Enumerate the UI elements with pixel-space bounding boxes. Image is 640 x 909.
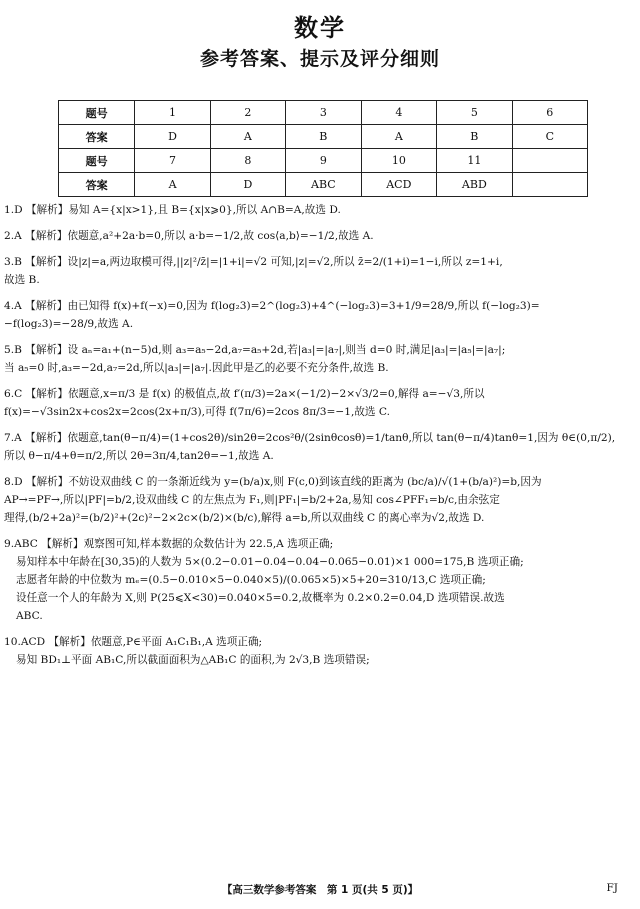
answer-cell: A [135,173,210,197]
question-number-cell: 7 [135,149,210,173]
question-number-header: 题号 [59,101,135,125]
question-number-cell: 6 [512,101,587,125]
solution-line: 易知 BD₁⊥平面 AB₁C,所以截面面积为△AB₁C 的面积,为 2√3,B 选项错误; [16,654,370,666]
answer-table-answer-row [59,173,588,197]
answer-cell: ABD [437,173,513,197]
question-number-header: 题号 [59,149,135,173]
answer-cell: D [135,125,210,149]
solution-line: 6.C 【解析】依题意,x=π/3 是 f(x) 的极值点,故 f′(π/3)=2a×(−1/2)−2×√3/2=0,解得 a=−√3,所以 [4,388,485,400]
solution-6 [4,385,634,421]
solution-8 [4,473,634,527]
solution-2 [4,227,634,245]
solution-line: 5.B 【解析】设 aₙ=a₁+(n−5)d,则 a₃=a₅−2d,a₇=a₅+2d,若|a₃|=|a₇|,则当 d=0 时,满足|a₃|=|a₅|=|a₇|; [4,344,506,356]
answer-cell: C [512,125,587,149]
question-number-cell: 3 [286,101,362,125]
solution-line: −f(log₂3)=−28/9,故选 A. [4,318,134,330]
solution-line: 设任意一个人的年龄为 X,则 P(25⩽X<30)=0.040×5=0.2,故概率为 0.2×0.2=0.04,D 选项错误.故选 [16,592,505,604]
solution-line: 2.A 【解析】依题意,a²+2a·b=0,所以 a·b=−1/2,故 cos⟨a,b⟩=−1/2,故选 A. [4,230,374,242]
answer-cell: B [437,125,513,149]
solution-line: 4.A 【解析】由已知得 f(x)+f(−x)=0,因为 f(log₂3)=2^(log₂3)+4^(−log₂3)=3+1/9=28/9,所以 f(−log₂3)= [4,300,540,312]
solution-line: 所以 θ−π/4+θ=π/2,所以 2θ=3π/4,tan2θ=−1,故选 A. [4,450,274,462]
document-subtitle: 参考答案、提示及评分细则 [199,48,440,70]
answer-cell: D [210,173,285,197]
solutions-body [4,201,634,677]
question-number-cell: 2 [210,101,285,125]
solution-line: 当 a₅=0 时,a₃=−2d,a₇=2d,所以|a₃|=|a₇|.因此甲是乙的必要不充分条件,故选 B. [4,362,389,374]
question-number-cell: 9 [286,149,362,173]
answer-cell: A [361,125,437,149]
solution-line: AP→=PF→,所以|PF|=b/2,设双曲线 C 的左焦点为 F₁,则|PF₁|=b/2+2a,易知 cos∠PFF₁=b/c,由余弦定 [4,494,500,506]
answer-cell: ABC [286,173,362,197]
answer-header: 答案 [59,125,135,149]
answer-table-question-row [59,101,588,125]
question-number-cell [512,149,587,173]
solution-9 [4,535,634,625]
footer-code: FJ [606,882,618,894]
solution-line: 8.D 【解析】不妨设双曲线 C 的一条渐近线为 y=(b/a)x,则 F(c,0)到该直线的距离为 (bc/a)/√(1+(b/a)²)=b,因为 [4,476,542,488]
solution-line: ABC. [16,610,43,622]
solution-3 [4,253,634,289]
answer-table [58,100,588,197]
answer-table-question-row [59,149,588,173]
answer-header: 答案 [59,173,135,197]
solution-1 [4,201,634,219]
answer-cell: ACD [361,173,437,197]
question-number-cell: 11 [437,149,513,173]
document-title: 数学 [294,14,346,42]
solution-line: 7.A 【解析】依题意,tan(θ−π/4)=(1+cos2θ)/sin2θ=2cos²θ/(2sinθcosθ)=1/tanθ,所以 tan(θ−π/4)tanθ=1,因为 θ∈(0,π/2), [4,432,616,444]
solution-4 [4,297,634,333]
solution-7 [4,429,634,465]
page-footer: 【高三数学参考答案 第 1 页(共 5 页)】 [221,884,419,896]
solution-line: 1.D 【解析】易知 A={x|x>1},且 B={x|x⩾0},所以 A∩B=A,故选 D. [4,204,341,216]
solution-line: 志愿者年龄的中位数为 mₑ=(0.5−0.010×5−0.040×5)/(0.065×5)×5+20=310/13,C 选项正确; [16,574,486,586]
solution-line: 9.ABC 【解析】观察图可知,样本数据的众数估计为 22.5,A 选项正确; [4,538,334,550]
solution-line: 故选 B. [4,274,40,286]
solution-line: 10.ACD 【解析】依题意,P∈平面 A₁C₁B₁,A 选项正确; [4,636,263,648]
question-number-cell: 8 [210,149,285,173]
answer-cell [512,173,587,197]
question-number-cell: 10 [361,149,437,173]
solution-line: 理得,(b/2+2a)²=(b/2)²+(2c)²−2×2c×(b/2)×(b/c),解得 a=b,所以双曲线 C 的离心率为√2,故选 D. [4,512,485,524]
question-number-cell: 1 [135,101,210,125]
solution-line: f(x)=−√3sin2x+cos2x=2cos(2x+π/3),可得 f(7π/6)=2cos 8π/3=−1,故选 C. [4,406,390,418]
solution-10 [4,633,634,669]
solution-line: 易知样本中年龄在[30,35)的人数为 5×(0.2−0.01−0.04−0.04−0.065−0.01)×1 000=175,B 选项正确; [16,556,524,568]
answer-table-answer-row [59,125,588,149]
solution-line: 3.B 【解析】设|z|=a,两边取模可得,||z|²/z̄|=|1+i|=√2 可知,|z|=√2,所以 z̄=2/(1+i)=1−i,所以 z=1+i, [4,256,503,268]
answer-cell: A [210,125,285,149]
question-number-cell: 5 [437,101,513,125]
question-number-cell: 4 [361,101,437,125]
solution-5 [4,341,634,377]
answer-cell: B [286,125,362,149]
